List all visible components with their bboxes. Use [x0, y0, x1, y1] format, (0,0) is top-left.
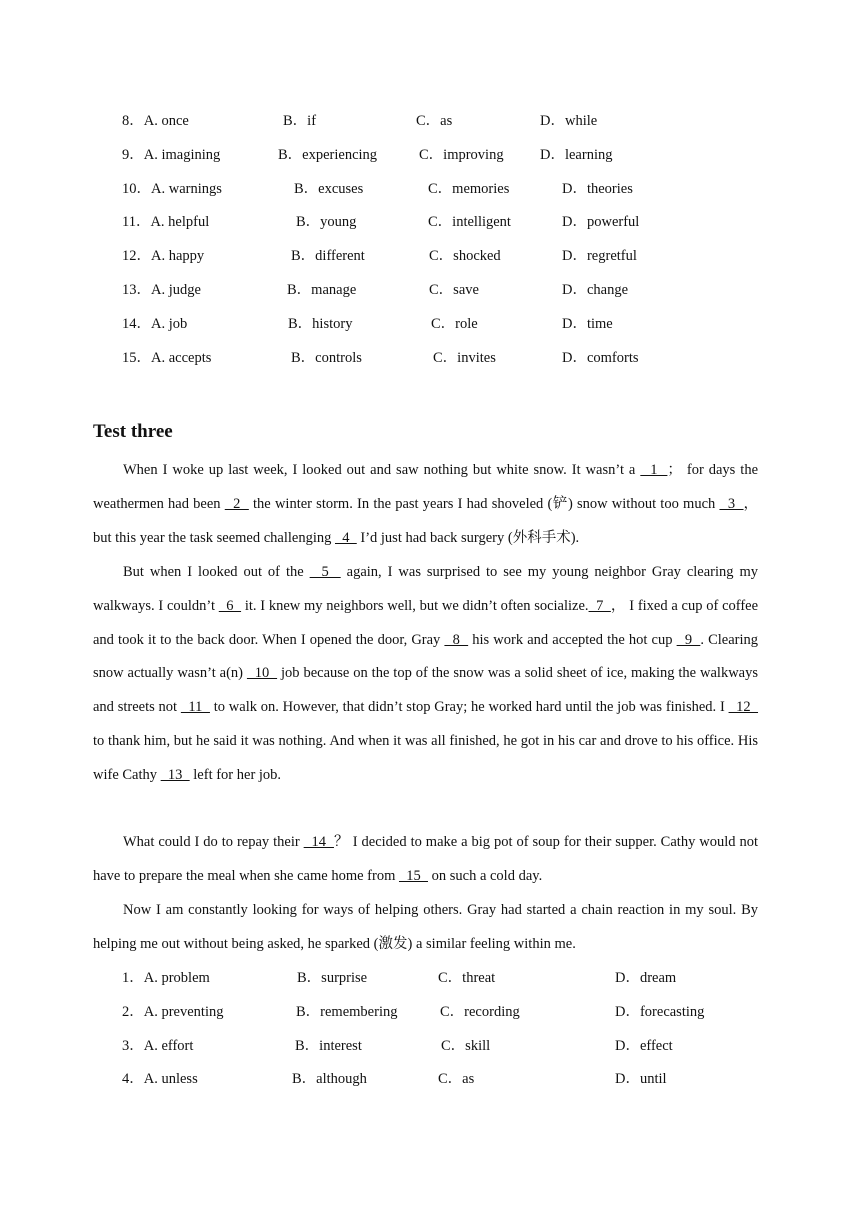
- question-option-a: 8．A. once: [122, 113, 189, 129]
- blank-10: 10: [246, 665, 278, 682]
- question-option-a: 2．A. preventing: [122, 1003, 224, 1020]
- option-c: C．memories: [428, 180, 510, 197]
- option-d: D．regretful: [562, 248, 637, 265]
- question-option-a: 12．A. happy: [122, 248, 205, 265]
- question-option-a: 3．A. effort: [122, 1037, 194, 1054]
- option-c: C．save: [429, 282, 479, 298]
- option-b: B．controls: [291, 349, 362, 366]
- blank-6: 6: [218, 597, 242, 614]
- option-d: D．comforts: [562, 349, 639, 366]
- blank-9: 9: [676, 631, 701, 648]
- passage-paragraph-4: Now I am constantly looking for ways of helping others. Gray had started a chain reaction in my soul. By helping me out without being asked, he sparked (激发) a similar feeling within me.: [93, 902, 758, 952]
- blank-3: 3: [719, 495, 744, 512]
- option-d: D．learning: [540, 146, 613, 163]
- option-d: D．while: [540, 113, 598, 129]
- blank-12: 12: [728, 699, 759, 716]
- option-c: C．role: [431, 315, 478, 332]
- blank-11: 11: [180, 699, 210, 716]
- option-c: C．threat: [438, 970, 496, 986]
- question-option-a: 10．A. warnings: [122, 180, 222, 197]
- question-option-a: 14．A. job: [122, 315, 188, 332]
- option-d: D．powerful: [562, 214, 640, 231]
- option-b: B．although: [292, 1071, 367, 1088]
- blank-1: 1: [640, 462, 668, 478]
- option-c: C．shocked: [429, 248, 501, 265]
- blank-5: 5: [309, 564, 341, 580]
- option-b: B．interest: [295, 1037, 362, 1054]
- passage-paragraph-1: When I woke up last week, I looked out and saw nothing but white snow. It wasn’t a 1 ； for days the weathermen had been 2 the winter storm. In the past years I had shoveled (铲) snow without too much 3 ， but this year the task seemed challenging 4 I’d just had back surgery (外科手术).: [93, 462, 759, 546]
- option-b: B．if: [283, 113, 317, 129]
- passage-paragraph-3: What could I do to repay their 14 ？ I decided to make a big pot of soup for their supper. Cathy would not have to prepare the meal when she came home from 15 on such a cold day.: [93, 834, 758, 884]
- option-b: B．surprise: [297, 970, 368, 986]
- option-b: B．manage: [287, 282, 357, 298]
- blank-7: 7: [588, 597, 611, 614]
- blank-2: 2: [224, 495, 249, 512]
- option-d: D．time: [562, 315, 613, 332]
- option-d: D．effect: [615, 1037, 673, 1054]
- option-b: B．experiencing: [278, 146, 378, 163]
- blank-14: 14: [303, 834, 334, 850]
- blank-13: 13: [160, 766, 190, 783]
- question-option-a: 13．A. judge: [122, 282, 201, 298]
- option-d: D．change: [562, 282, 629, 298]
- option-b: B．excuses: [294, 180, 364, 197]
- option-c: C．recording: [440, 1003, 520, 1020]
- question-option-a: 4．A. unless: [122, 1071, 198, 1088]
- option-d: D．until: [615, 1071, 667, 1088]
- question-option-a: 11．A. helpful: [122, 214, 210, 231]
- option-c: C．as: [438, 1071, 475, 1088]
- section-heading: Test three: [93, 421, 173, 442]
- option-c: C．as: [416, 113, 453, 129]
- option-c: C．skill: [441, 1037, 491, 1054]
- option-b: B．remembering: [296, 1003, 398, 1020]
- blank-15: 15: [398, 867, 428, 884]
- option-d: D．dream: [615, 970, 677, 986]
- option-b: B．history: [288, 315, 353, 332]
- blank-4: 4: [335, 529, 357, 546]
- option-c: C．invites: [433, 349, 496, 366]
- option-c: C．intelligent: [428, 214, 511, 231]
- option-d: D．forecasting: [615, 1003, 705, 1020]
- blank-8: 8: [444, 631, 469, 648]
- option-c: C．improving: [419, 146, 504, 163]
- option-b: B．young: [296, 214, 357, 231]
- question-option-a: 15．A. accepts: [122, 349, 212, 366]
- passage-paragraph-2: But when I looked out of the 5 again, I was surprised to see my young neighbor Gray clearing my walkways. I couldn’t 6 it. I knew my neighbors well, but we didn’t often socialize. 7 ， I fixed a cup of coffee and took it to the back door. When I opened the door, Gray 8 his work and accepted the hot cup 9 . Clearing snow actually wasn’t a(n) 10 job because on the top of the snow was a solid sheet of ice, making the walkways and streets not 11 to walk on. However, that didn’t stop Gray; he worked hard until the job was finished. I 12 to thank him, but he said it was nothing. And when it was all finished, he got in his car and drove to his office. His wife Cathy 13 left for her job.: [93, 564, 759, 783]
- option-b: B．different: [291, 248, 365, 265]
- option-d: D．theories: [562, 180, 633, 197]
- question-option-a: 9．A. imagining: [122, 146, 221, 163]
- question-option-a: 1．A. problem: [122, 970, 210, 986]
